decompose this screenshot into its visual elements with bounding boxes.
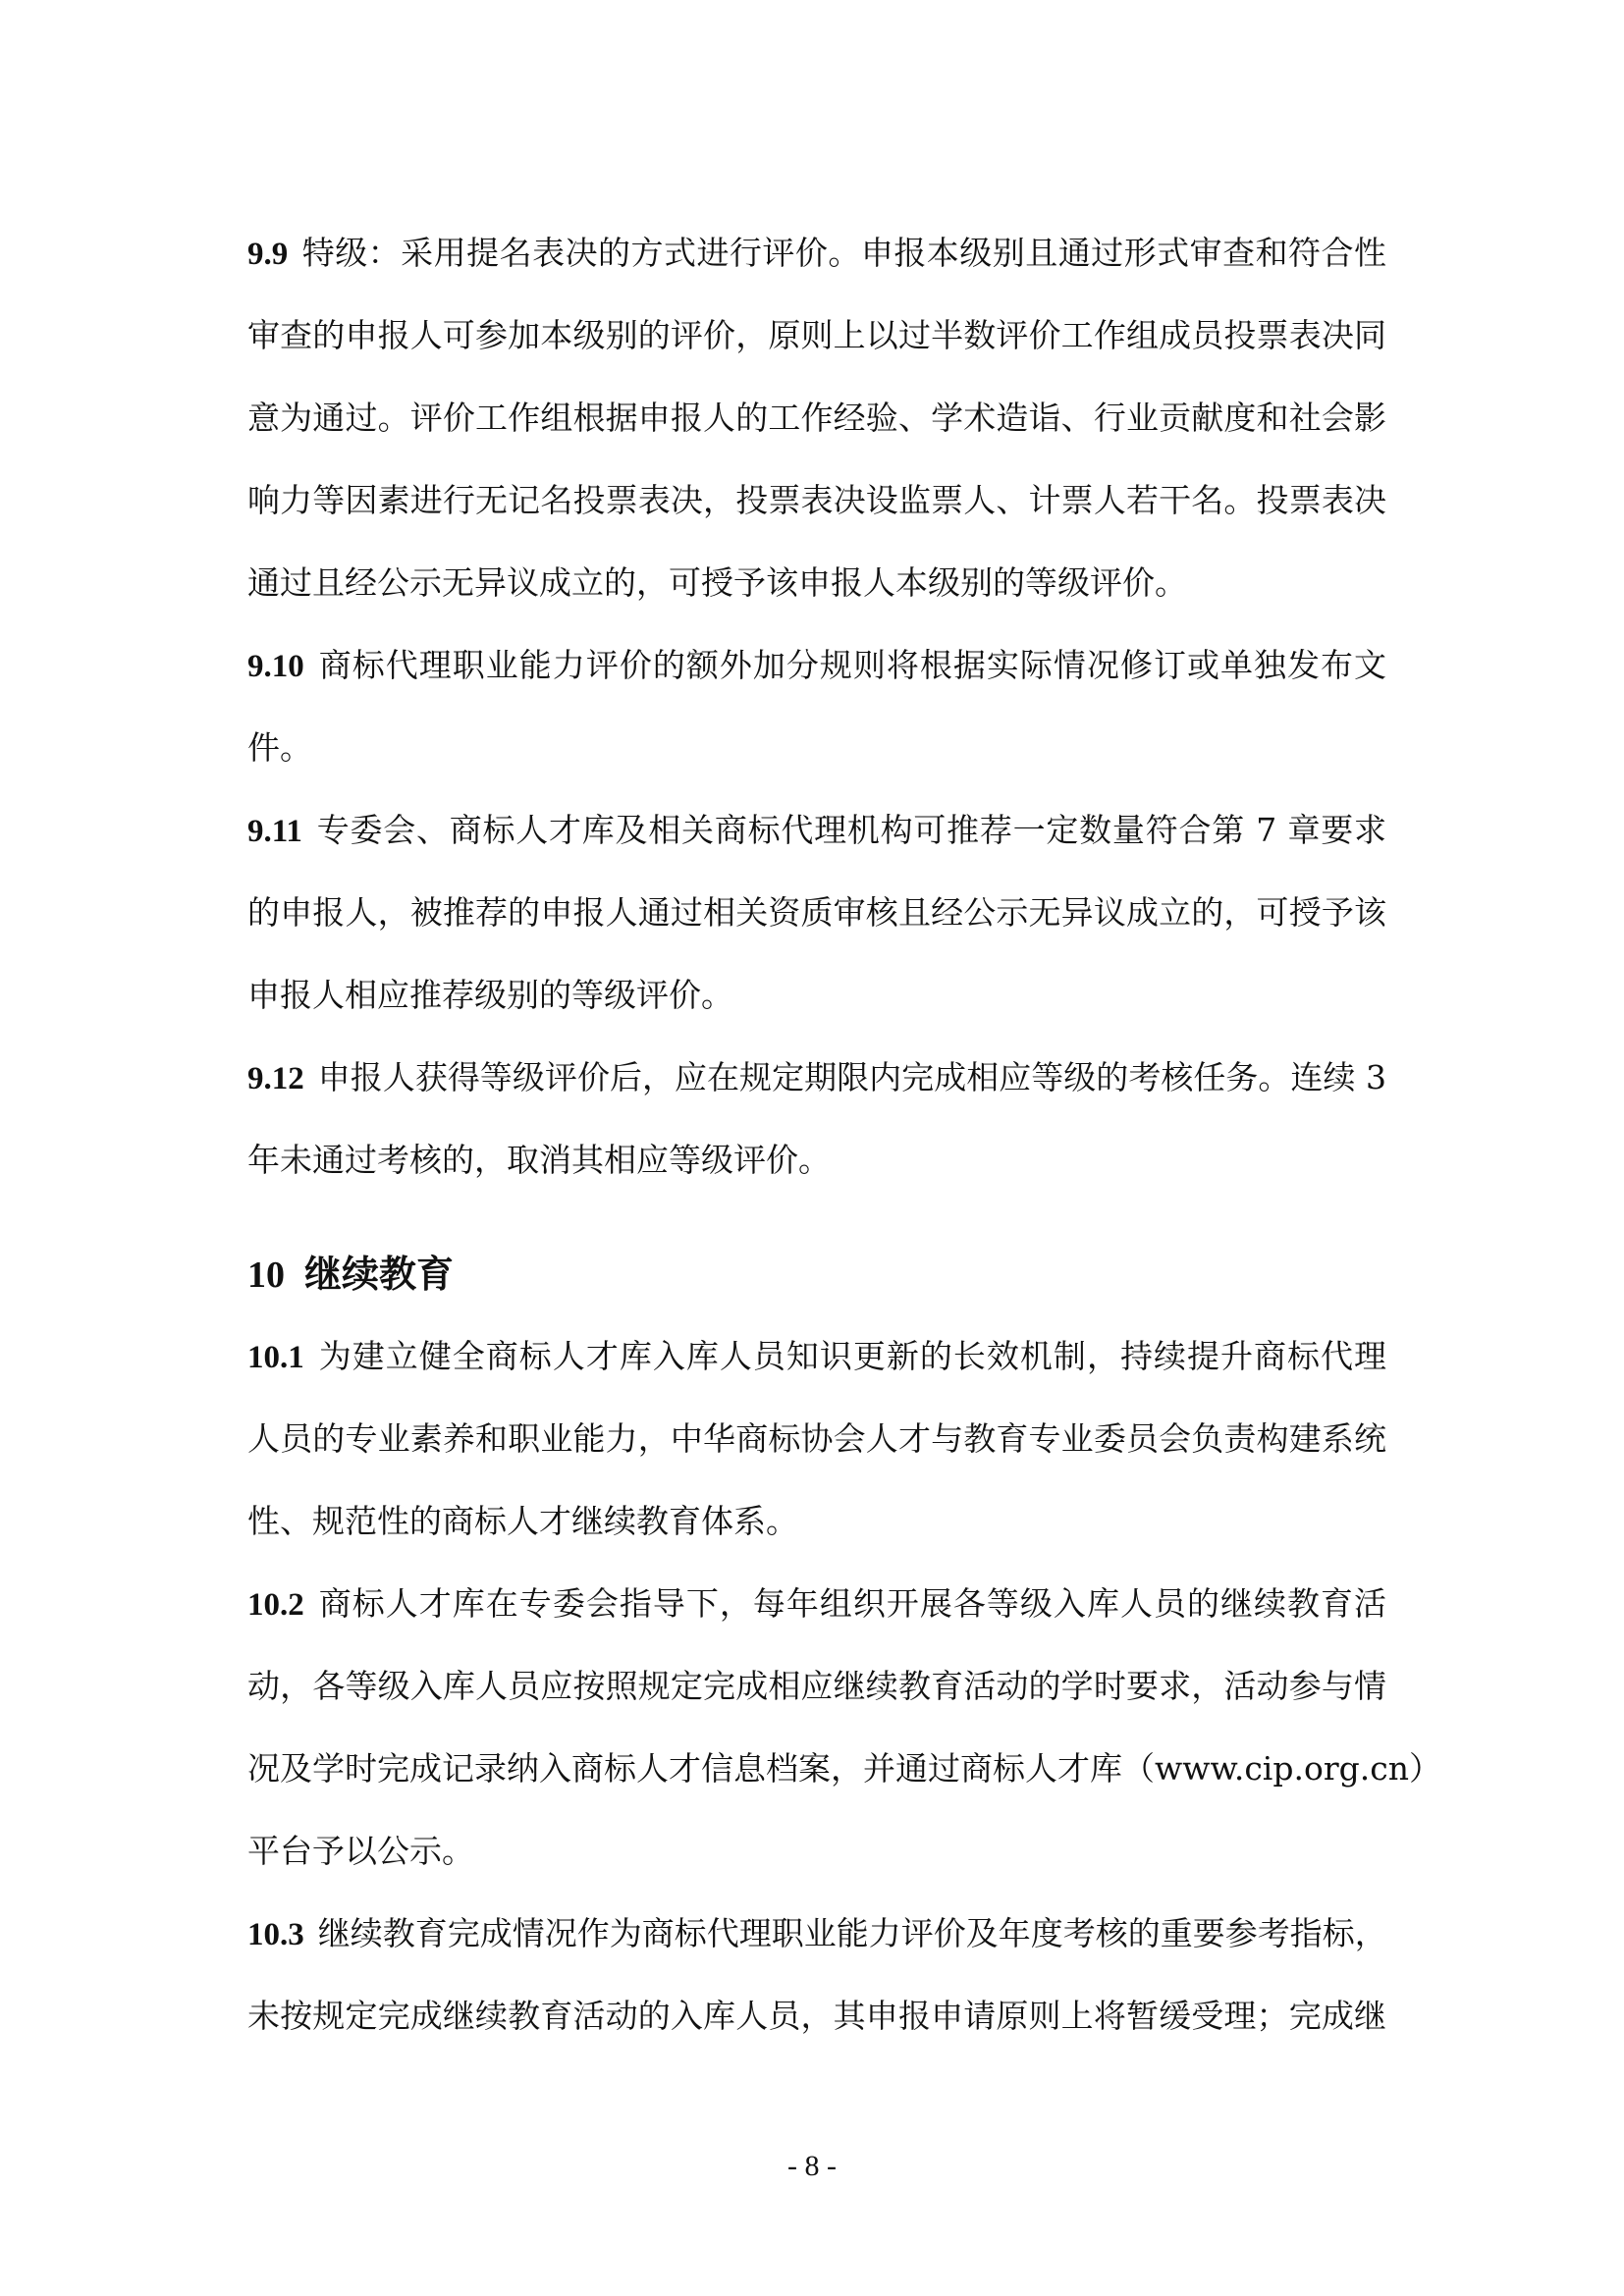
paragraph-line: 审查的申报人可参加本级别的评价，原则上以过半数评价工作组成员投票表决同 [247, 316, 1386, 354]
paragraph-line: 平台予以公示。 [247, 1832, 474, 1870]
paragraph-line [247, 1056, 1386, 1100]
paragraph-line [247, 232, 1386, 276]
paragraph-line: 况及学时完成记录纳入商标人才信息档案，并通过商标人才库（www.cip.org.cn） [247, 1749, 1441, 1788]
paragraph-text: 为建立健全商标人才库入库人员知识更新的长效机制，持续提升商标代理 [317, 1337, 1386, 1375]
paragraph-line [247, 809, 1386, 853]
paragraph-line [247, 1912, 1386, 1956]
chapter-title: 继续教育 [304, 1253, 455, 1296]
clause-number: 9.11 [247, 814, 302, 849]
page-number: - 8 - [787, 2150, 837, 2182]
paragraph-line: 响力等因素进行无记名投票表决，投票表决设监票人、计票人若干名。投票表决 [247, 481, 1386, 519]
paragraph-line: 的申报人，被推荐的申报人通过相关资质审核且经公示无异议成立的，可授予该 [247, 893, 1386, 932]
paragraph-text: 申报人获得等级评价后，应在规定期限内完成相应等级的考核任务。连续 3 [317, 1058, 1386, 1096]
chapter-number: 10 [247, 1255, 285, 1296]
paragraph-text: 继续教育完成情况作为商标代理职业能力评价及年度考核的重要参考指标， [317, 1914, 1387, 1952]
paragraph-line: 申报人相应推荐级别的等级评价。 [247, 976, 733, 1014]
paragraph-line: 年未通过考核的，取消其相应等级评价。 [247, 1141, 831, 1179]
paragraph-text: 特级：采用提名表决的方式进行评价。申报本级别且通过形式审查和符合性 [301, 234, 1386, 272]
clause-number: 9.12 [247, 1061, 304, 1096]
paragraph-text: 商标人才库在专委会指导下，每年组织开展各等级入库人员的继续教育活 [317, 1584, 1386, 1623]
paragraph-line [247, 1335, 1386, 1379]
clause-number: 10.1 [247, 1340, 304, 1375]
paragraph-line: 未按规定完成继续教育活动的入库人员，其申报申请原则上将暂缓受理；完成继 [247, 1997, 1386, 2035]
paragraph-line: 性、规范性的商标人才继续教育体系。 [247, 1502, 798, 1540]
paragraph-line: 动，各等级入库人员应按照规定完成相应继续教育活动的学时要求，活动参与情 [247, 1667, 1386, 1705]
clause-number: 9.9 [247, 237, 289, 272]
paragraph-line [247, 1582, 1386, 1627]
paragraph-text: 专委会、商标人才库及相关商标代理机构可推荐一定数量符合第 7 章要求 [315, 811, 1386, 849]
paragraph-text: 商标代理职业能力评价的额外加分规则将根据实际情况修订或单独发布文 [317, 646, 1386, 684]
paragraph-line: 人员的专业素养和职业能力，中华商标协会人才与教育专业委员会负责构建系统 [247, 1419, 1386, 1458]
chapter-heading [247, 1249, 454, 1301]
paragraph-line [247, 644, 1386, 688]
paragraph-line: 通过且经公示无异议成立的，可授予该申报人本级别的等级评价。 [247, 563, 1187, 602]
clause-number: 10.2 [247, 1587, 304, 1623]
clause-number: 10.3 [247, 1917, 304, 1952]
paragraph-line: 意为通过。评价工作组根据申报人的工作经验、学术造诣、行业贡献度和社会影 [247, 399, 1386, 437]
clause-number: 9.10 [247, 649, 304, 684]
paragraph-line: 件。 [247, 728, 312, 767]
